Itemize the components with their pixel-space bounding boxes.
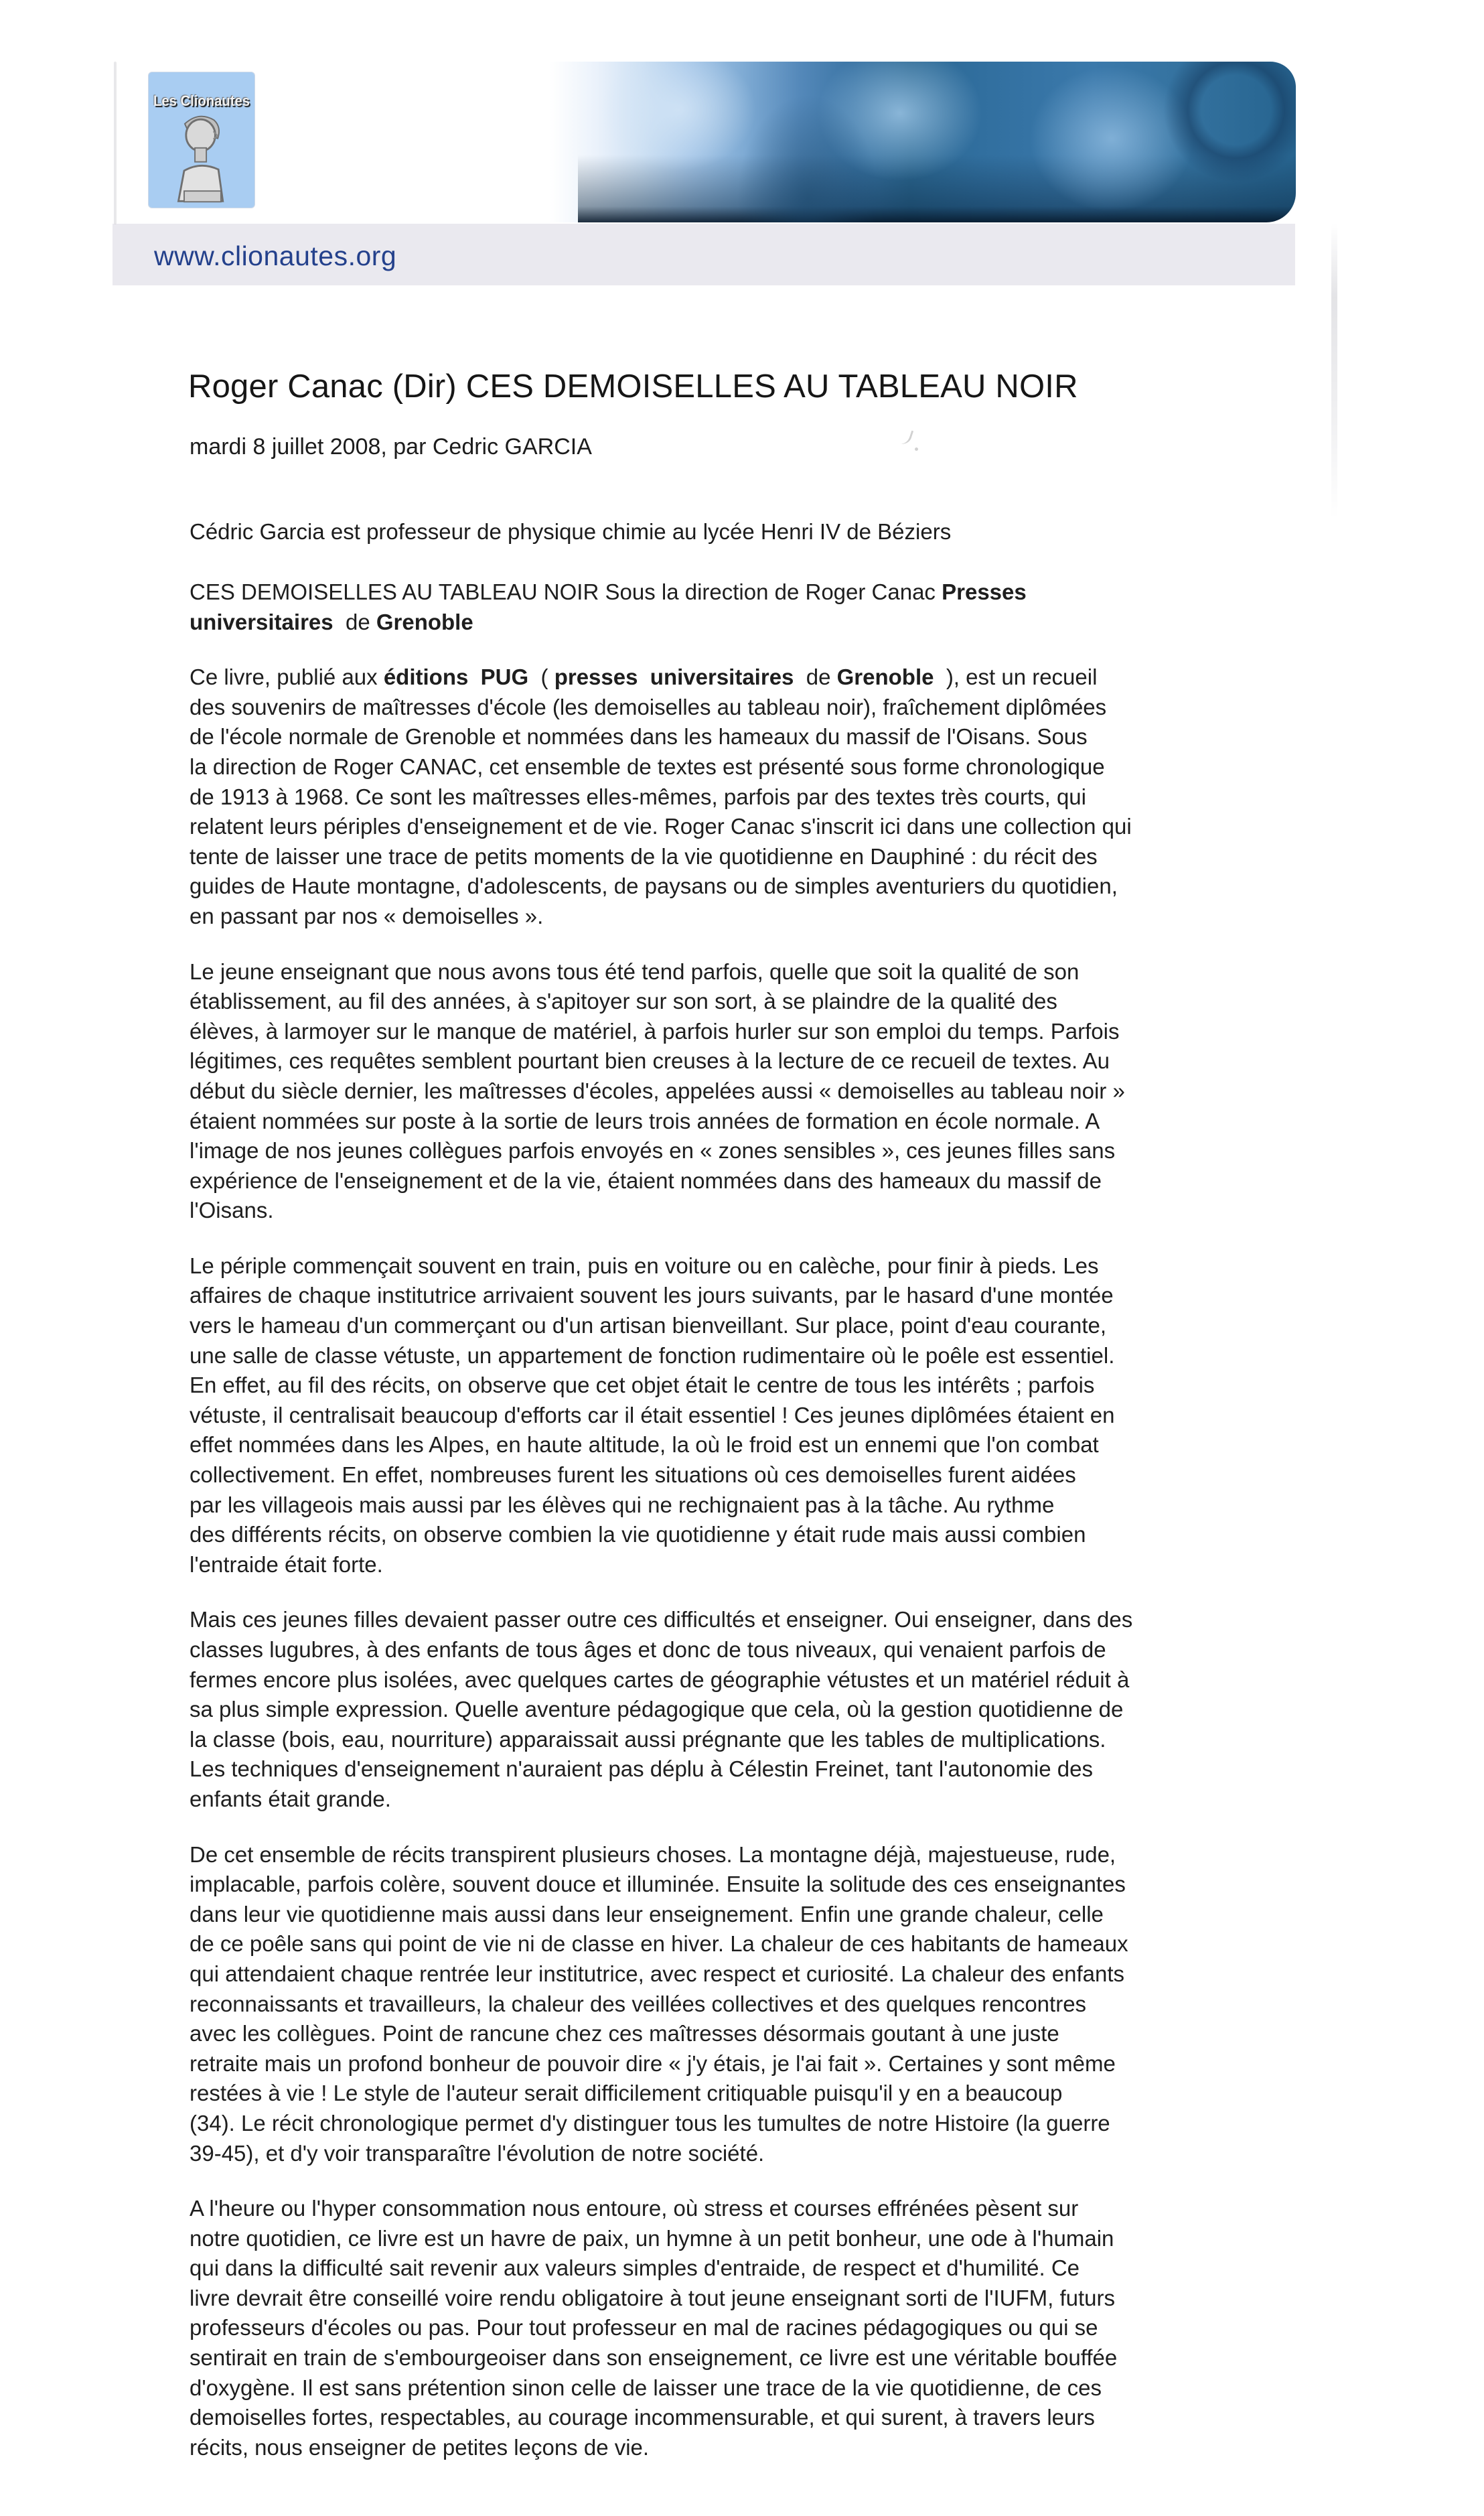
article-dateline: mardi 8 juillet 2008, par Cedric GARCIA (190, 434, 592, 460)
text-line: relatent leurs périples d'enseignement et de vie. Roger Canac s'inscrit ici dans une collection qui (190, 814, 1132, 839)
text-line: notre quotidien, ce livre est un havre de paix, un hymne à un petit bonheur, une ode à l'humain (190, 2225, 1114, 2251)
text-line: CES DEMOISELLES AU TABLEAU NOIR Sous la direction de Roger Canac Presses (190, 579, 1027, 604)
text-line: collectivement. En effet, nombreuses furent les situations où ces demoiselles furent aidées (190, 1462, 1076, 1488)
text-line: expérience de l'enseignement et de la vie, étaient nommées dans des hameaux du massif de (190, 1168, 1102, 1193)
site-url-text: www.clionautes.org (154, 240, 397, 271)
text-line: l'Oisans. (190, 1198, 274, 1223)
text-line: tente de laisser une trace de petits moments de la vie quotidienne en Dauphiné : du récit des (190, 843, 1098, 869)
text-line: demoiselles fortes, respectables, au courage incommensurable, et qui surent, à travers leurs (190, 2405, 1095, 2430)
text-line: sentirait en train de s'embourgeoiser dans son enseignement, ce livre est une véritable bouffée (190, 2345, 1118, 2371)
text-line: par les villageois mais aussi par les élèves qui ne rechignaient pas à la tâche. Au rythme (190, 1492, 1055, 1517)
text-line: enfants était grande. (190, 1786, 391, 1811)
text-line: professeurs d'écoles ou pas. Pour tout professeur en mal de racines pédagogiques ou qui se (190, 2315, 1098, 2340)
paragraph-1 (190, 662, 1274, 931)
header-banner-image (375, 62, 1296, 222)
text-line: en passant par nos « demoiselles ». (190, 903, 544, 928)
text-line: établissement, au fil des années, à s'apitoyer sur son sort, à se plaindre de la qualité des (190, 989, 1057, 1014)
scan-artifact-dot (915, 447, 918, 451)
clio-bust-icon (163, 110, 240, 205)
text-line: Le jeune enseignant que nous avons tous été tend parfois, quelle que soit la qualité de son (190, 959, 1080, 984)
text-line: (34). Le récit chronologique permet d'y distinguer tous les tumultes de notre Histoire (la guerre (190, 2110, 1110, 2136)
paragraph-3 (190, 1251, 1274, 1580)
text-line: des souvenirs de maîtresses d'école (les demoiselles au tableau noir), fraîchement diplômées (190, 694, 1107, 719)
text-line: Le périple commençait souvent en train, puis en voiture ou en calèche, pour finir à pieds. Les (190, 1253, 1099, 1278)
text-line: avec les collègues. Point de rancune chez ces maîtresses désormais goutant à une juste (190, 2021, 1059, 2046)
text-line: fermes encore plus isolées, avec quelques cartes de géographie vétustes et un matériel réduit à (190, 1667, 1130, 1692)
text-line: De cet ensemble de récits transpirent plusieurs choses. La montagne déjà, majestueuse, rude, (190, 1841, 1116, 1867)
text-line: livre devrait être conseillé voire rendu obligatoire à tout jeune enseignant sorti de l'IUFM, futurs (190, 2285, 1116, 2310)
logo-text: Les Clionautes (153, 92, 250, 109)
article-body (190, 577, 1274, 2488)
text-line: d'oxygène. Il est sans prétention sinon celle de laisser une trace de la vie quotidienne, de ces (190, 2375, 1102, 2400)
text-line: retraite mais un profond bonheur de pouvoir dire « j'y étais, je l'ai fait ». Certaines y sont même (190, 2050, 1116, 2076)
text-line: restées à vie ! Le style de l'auteur serait difficilement critiquable puisqu'il y en a beaucoup (190, 2081, 1063, 2106)
site-url-bar (113, 224, 1295, 285)
text-line: dans leur vie quotidienne mais aussi dans leur enseignement. Enfin une grande chaleur, celle (190, 1901, 1104, 1927)
text-line: Mais ces jeunes filles devaient passer outre ces difficultés et enseigner. Oui enseigner, dans des (190, 1607, 1133, 1632)
text-line: Les techniques d'enseignement n'auraient pas déplu à Célestin Freinet, tant l'autonomie des (190, 1756, 1093, 1782)
text-line: sa plus simple expression. Quelle aventure pédagogique que cela, où la gestion quotidienne de (190, 1697, 1124, 1722)
text-line: vétuste, il centralisait beaucoup d'efforts car il était essentiel ! Ces jeunes diplômées étaient en (190, 1402, 1115, 1427)
scan-artifact (897, 427, 913, 447)
text-line: vers le hameau d'un commerçant ou d'un artisan bienveillant. Sur place, point d'eau courante, (190, 1313, 1107, 1338)
text-line: la direction de Roger CANAC, cet ensemble de textes est présenté sous forme chronologique (190, 754, 1105, 779)
text-line: universitaires de Grenoble (190, 609, 473, 634)
text-line: récits, nous enseigner de petites leçons de vie. (190, 2434, 650, 2460)
text-line: de ce poêle sans qui point de vie ni de classe en hiver. La chaleur de ces habitants de hameaux (190, 1931, 1128, 1957)
book-reference (190, 577, 1274, 637)
text-line: En effet, au fil des récits, on observe que cet objet était le centre de tous les intérêts ; parfois (190, 1373, 1095, 1398)
scan-edge-shadow-left (114, 62, 117, 224)
text-line: reconnaissants et travailleurs, la chaleur des veillées collectives et des quelques rencontres (190, 1991, 1087, 2016)
clionautes-logo (149, 72, 254, 208)
text-line: des différents récits, on observe combien la vie quotidienne y était rude mais aussi combien (190, 1522, 1086, 1547)
text-line: effet nommées dans les Alpes, en haute altitude, la où le froid est un ennemi que l'on combat (190, 1432, 1099, 1458)
text-line: l'image de nos jeunes collègues parfois envoyés en « zones sensibles », ces jeunes filles sans (190, 1138, 1116, 1164)
text-line: A l'heure ou l'hyper consommation nous entoure, où stress et courses effrénées pèsent sur (190, 2196, 1079, 2221)
text-line: légitimes, ces requêtes semblent pourtant bien creuses à la lecture de ce recueil de textes. Au (190, 1048, 1110, 1074)
text-line: qui dans la difficulté sait revenir aux valeurs simples d'entraide, de respect et d'humilité. Ce (190, 2255, 1080, 2281)
text-line: 39-45), et d'y voir transparaître l'évolution de notre société. (190, 2140, 765, 2166)
text-line: qui attendaient chaque rentrée leur institutrice, avec respect et curiosité. La chaleur des enfants (190, 1961, 1124, 1986)
text-line: début du siècle dernier, les maîtresses d'écoles, appelées aussi « demoiselles au tableau noir » (190, 1078, 1125, 1103)
article-title: Roger Canac (Dir) CES DEMOISELLES AU TABLEAU NOIR (188, 368, 1078, 405)
paragraph-6 (190, 2194, 1274, 2462)
text-line: de 1913 à 1968. Ce sont les maîtresses elles-mêmes, parfois par des textes très courts, qui (190, 784, 1086, 809)
text-line: de l'école normale de Grenoble et nommées dans les hameaux du massif de l'Oisans. Sous (190, 724, 1088, 750)
text-line: une salle de classe vétuste, un appartement de fonction rudimentaire où le poêle est essentiel. (190, 1342, 1115, 1368)
author-note: Cédric Garcia est professeur de physique chimie au lycée Henri IV de Béziers (190, 519, 952, 544)
text-line: guides de Haute montagne, d'adolescents, de paysans ou de simples aventuriers du quotidien, (190, 873, 1118, 899)
paragraph-5 (190, 1840, 1274, 2169)
paragraph-4 (190, 1605, 1274, 1814)
paragraph-2 (190, 957, 1274, 1226)
text-line: l'entraide était forte. (190, 1551, 383, 1577)
text-line: affaires de chaque institutrice arrivaient souvent les jours suivants, par le hasard d'une montée (190, 1283, 1114, 1308)
scan-edge-shadow-right (1331, 224, 1337, 518)
text-line: implacable, parfois colère, souvent douce et illuminée. Ensuite la solitude des ces enseignantes (190, 1872, 1126, 1897)
text-line: élèves, à larmoyer sur le manque de matériel, à parfois hurler sur son emploi du temps. Parfois (190, 1018, 1120, 1044)
text-line: étaient nommées sur poste à la sortie de leurs trois années de formation en école normale. A (190, 1108, 1100, 1133)
text-line: Ce livre, publié aux éditions PUG ( presses universitaires de Grenoble ), est un recueil (190, 665, 1098, 690)
text-line: la classe (bois, eau, nourriture) apparaissait aussi prégnante que les tables de multiplications. (190, 1726, 1106, 1752)
text-line: classes lugubres, à des enfants de tous âges et donc de tous niveaux, qui venaient parfois de (190, 1637, 1106, 1662)
